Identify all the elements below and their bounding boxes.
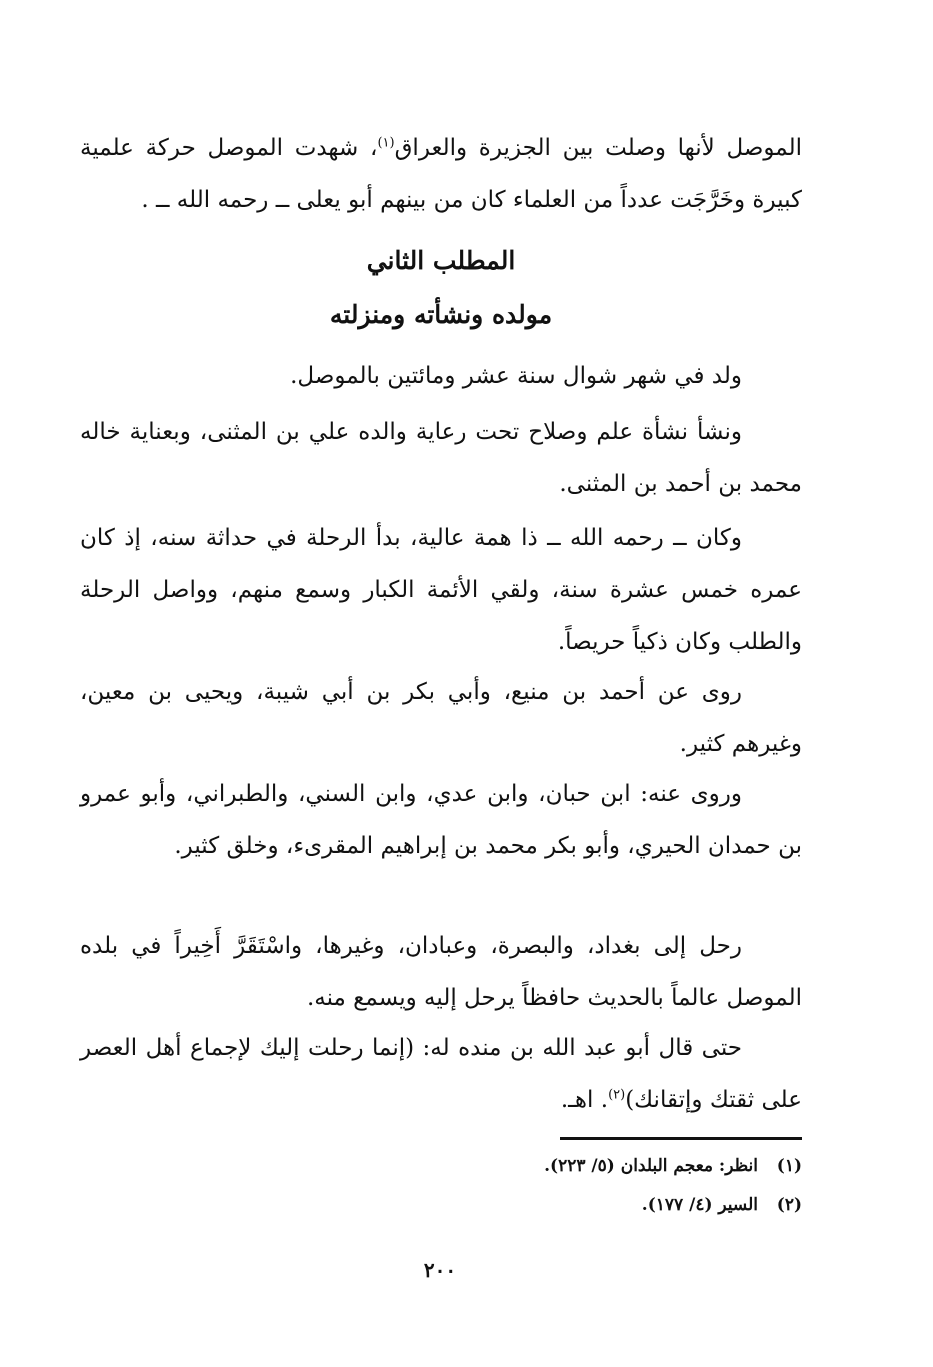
paragraph-travel: وكان ــ رحمه الله ــ ذا همة عالية، بدأ الرحلة في حداثة سنه، إذ كان عمره خمس عشرة سنة، ولقي الأئمة الكبار وسمع منهم، وواصل الرحلة والطلب وكان ذكياً حريصاً. xyxy=(80,525,802,655)
paragraph-journeys: رحل إلى بغداد، والبصرة، وعبادان، وغيرها، واسْتَقَرَّ أَخِيراً في بلده الموصل عالماً بالحديث حافظاً يرحل إليه ويسمع منه. xyxy=(80,933,802,1011)
footnote-divider xyxy=(560,1137,802,1140)
footnote-reference[interactable]: (٢) xyxy=(608,1087,626,1103)
footnote-text: السير (٤/ ١٧٧). xyxy=(641,1195,758,1215)
paragraph-text: . اهـ. xyxy=(560,1087,609,1113)
paragraph-text: ، شهدت الموصل حركة علمية كبيرة وخَرَّجَت عدداً من العلماء كان من بينهم أبو يعلى ــ رحمه الله ــ . xyxy=(80,135,802,213)
paragraph-students: وروى عنه: ابن حبان، وابن عدي، وابن السني، والطبراني، وأبو عمرو بن حمدان الحيري، وأبو بكر محمد بن إبراهيم المقرىء، وخلق كثير. xyxy=(80,781,802,859)
paragraph-text: الموصل لأنها وصلت بين الجزيرة والعراق xyxy=(394,135,803,161)
paragraph-quote xyxy=(80,1022,802,1126)
footnote-reference[interactable]: (١) xyxy=(377,135,395,151)
footnote-2 xyxy=(80,1191,802,1219)
section-title: مولده ونشأته ومنزلته xyxy=(329,300,553,329)
paragraph-continuation xyxy=(80,122,802,226)
paragraph-text: حتى قال أبو عبد الله بن منده له: (إنما رحلت إليك لإجماع أهل العصر على ثقتك وإتقانك) xyxy=(80,1035,802,1113)
footnote-1 xyxy=(80,1152,802,1180)
section-heading: المطلب الثاني xyxy=(366,246,516,275)
footnote-number: (١) xyxy=(776,1156,802,1176)
paragraph-upbringing: ونشأ نشأة علم وصلاح تحت رعاية والده علي بن المثنى، وبعناية خاله محمد بن أحمد بن المثنى. xyxy=(80,419,802,497)
paragraph-birth: ولد في شهر شوال سنة عشر ومائتين بالموصل. xyxy=(290,363,742,389)
footnote-number: (٢) xyxy=(776,1195,802,1215)
page-number: ٢٠٠ xyxy=(423,1258,457,1282)
footnote-text: انظر: معجم البلدان (٥/ ٢٢٣). xyxy=(544,1156,758,1176)
paragraph-teachers: روى عن أحمد بن منيع، وأبي بكر بن أبي شيبة، ويحيى بن معين، وغيرهم كثير. xyxy=(80,679,802,757)
